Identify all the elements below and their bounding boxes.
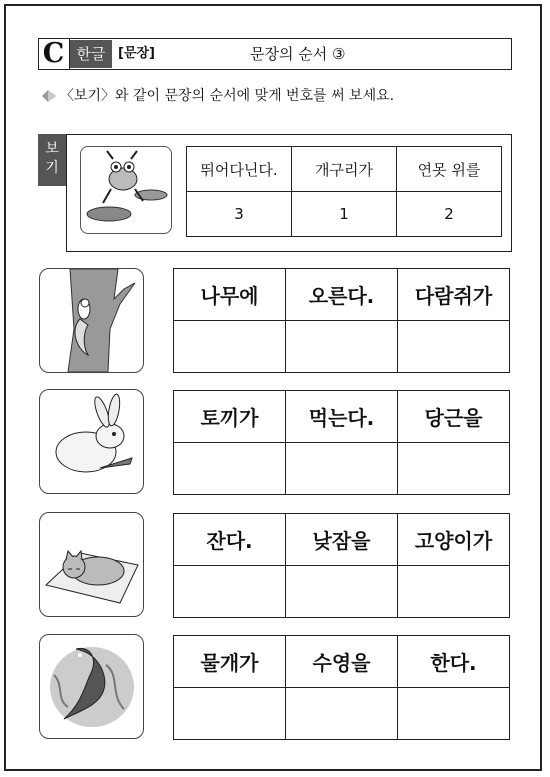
example-word: 개구리가 bbox=[292, 147, 397, 192]
level-badge: C bbox=[38, 38, 70, 70]
word-card: 먹는다. bbox=[286, 391, 398, 443]
frog-picture bbox=[80, 146, 172, 234]
answer-cell[interactable] bbox=[286, 321, 398, 373]
word-card: 고양이가 bbox=[398, 514, 510, 566]
squirrel-picture bbox=[39, 268, 144, 373]
word-card: 오른다. bbox=[286, 269, 398, 321]
example-word: 뛰어다닌다. bbox=[187, 147, 292, 192]
question-grid-2 bbox=[173, 390, 510, 495]
example-answer: 3 bbox=[187, 192, 292, 237]
cat-picture bbox=[39, 512, 144, 617]
example-word: 연못 위를 bbox=[397, 147, 502, 192]
answer-cell[interactable] bbox=[174, 688, 286, 740]
word-card: 당근을 bbox=[398, 391, 510, 443]
instruction-text: 〈보기〉와 같이 문장의 순서에 맞게 번호를 써 보세요. bbox=[60, 88, 395, 104]
question-grid-3 bbox=[173, 513, 510, 618]
example-answer: 1 bbox=[292, 192, 397, 237]
answer-cell[interactable] bbox=[174, 321, 286, 373]
question-grid-1 bbox=[173, 268, 510, 373]
word-card: 잔다. bbox=[174, 514, 286, 566]
answer-cell[interactable] bbox=[398, 321, 510, 373]
example-grid bbox=[186, 146, 502, 237]
example-label-text: 보기 bbox=[45, 141, 59, 176]
answer-cell[interactable] bbox=[174, 566, 286, 618]
word-card: 물개가 bbox=[174, 636, 286, 688]
rabbit-picture bbox=[39, 389, 144, 494]
example-label bbox=[38, 134, 66, 186]
question-grid-4 bbox=[173, 635, 510, 740]
page-title: 문장의 순서 ③ bbox=[250, 45, 346, 63]
word-card: 한다. bbox=[398, 636, 510, 688]
word-card: 낮잠을 bbox=[286, 514, 398, 566]
word-card: 다람쥐가 bbox=[398, 269, 510, 321]
answer-cell[interactable] bbox=[286, 566, 398, 618]
subject-label: 한글 bbox=[70, 40, 112, 68]
answer-cell[interactable] bbox=[398, 688, 510, 740]
category-label: [문장] bbox=[118, 46, 155, 61]
answer-cell[interactable] bbox=[398, 443, 510, 495]
answer-cell[interactable] bbox=[174, 443, 286, 495]
answer-cell[interactable] bbox=[286, 688, 398, 740]
example-answer: 2 bbox=[397, 192, 502, 237]
word-card: 수영을 bbox=[286, 636, 398, 688]
seal-picture bbox=[39, 634, 144, 739]
diamond-bullet-icon bbox=[40, 89, 58, 103]
word-card: 나무에 bbox=[174, 269, 286, 321]
answer-cell[interactable] bbox=[398, 566, 510, 618]
word-card: 토끼가 bbox=[174, 391, 286, 443]
answer-cell[interactable] bbox=[286, 443, 398, 495]
